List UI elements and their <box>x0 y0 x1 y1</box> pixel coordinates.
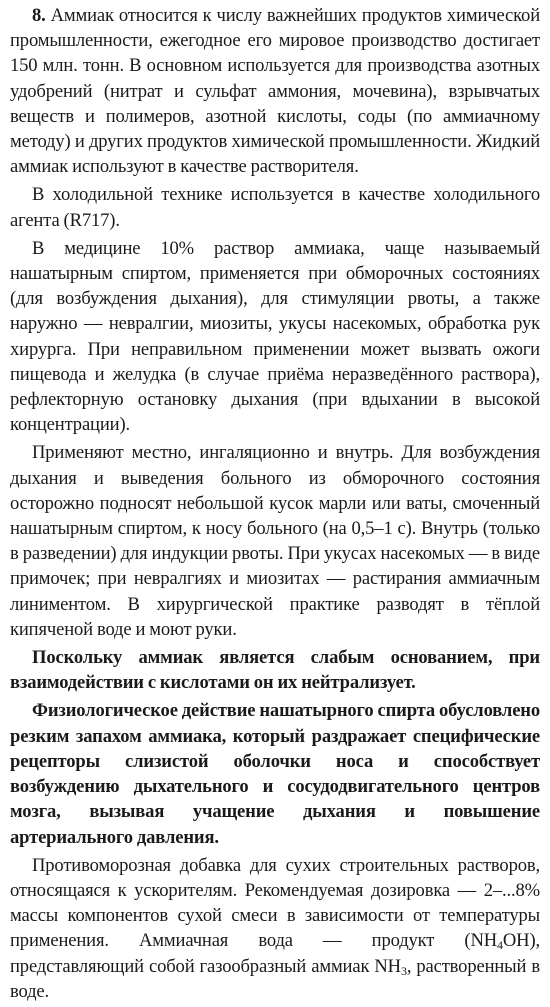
paragraph-text: В медицине 10% раствор аммиака, чаще называемый нашатырным спиртом, применяется при обморочных состояниях (для возбуждения дыхания), для стимуляции рвоты, а также наружно — невралгии, миозиты, укусы насекомых, обработка рук хирурга. При неправильном применении может вызвать ожоги пищевода и желудка (в случае приёма неразведённого раствора), рефлекторную остановку дыхания (при вдыхании в высокой концентрации). <box>10 237 540 436</box>
paragraph-1 <box>10 3 540 179</box>
formula-part: NH <box>470 930 498 952</box>
formula-part: OH <box>502 930 530 952</box>
formula-subscript: 3 <box>400 963 407 978</box>
paragraph-text: , растворенный в воде. <box>10 955 540 1002</box>
paragraph-text: Противоморозная добавка для сухих строительных растворов, относящаяся к ускорителям. Рекомендуемая дозировка — 2–...8% массы компонентов сухой смеси в зависимости от температуры применения. Аммиачная вода — продукт ( <box>10 854 540 952</box>
paragraph-4 <box>10 440 540 642</box>
paragraph-6 <box>10 698 540 849</box>
paragraph-text: Поскольку аммиак является слабым основанием, при взаимодействии с кислотами он их нейтрализует. <box>10 647 540 694</box>
paragraph-2 <box>10 182 540 232</box>
formula-part: NH <box>374 955 401 977</box>
paragraph-text: Физиологическое действие нашатырного спирта обусловлено резким запахом аммиака, который раздражает специфические рецепторы слизистой оболочки носа и способствует возбуждению дыхательного и сосудодвигательного центров мозга, вызывая учащение дыхания и повышение артериального давления. <box>10 700 541 848</box>
paragraph-text: В холодильной технике используется в качестве холодильного агента (R717). <box>10 184 540 231</box>
paragraph-text: ), представляющий собой газообразный аммиак <box>10 930 540 977</box>
formula-subscript: 4 <box>497 938 503 953</box>
paragraph-5 <box>10 645 540 695</box>
paragraph-7 <box>10 853 540 1004</box>
paragraph-3 <box>10 236 540 438</box>
formula-ammonia <box>374 956 406 977</box>
formula-ammonium-hydroxide <box>470 930 529 951</box>
paragraph-number: 8. <box>32 5 46 26</box>
paragraph-text: Аммиак относится к числу важнейших продуктов химической промышленности, ежегодное его мировое производство достигает 150 млн. тонн. В основном используется для производства азотных удобрений (нитрат и сульфат аммония, мочевина), взрывчатых веществ и полимеров, азотной кислоты, соды (по аммиачному методу) и других продуктов химической промышленности. Жидкий аммиак используют в качестве растворителя. <box>10 5 540 178</box>
document-page <box>10 3 540 1007</box>
paragraph-text: Применяют местно, ингаляционно и внутрь. Для возбуждения дыхания и выведения больного из обморочного состояния осторожно подносят небольшой кусок марли или ваты, смоченный нашатырным спиртом, к носу больного (на 0,5–1 с). Внутрь (только в разведении) для индукции рвоты. При укусах насекомых — в виде примочек; при невралгиях и миозитах — растирания аммиачным линиментом. В хирургической практике разводят в тёплой кипяченой воде и моют руки. <box>10 442 540 640</box>
